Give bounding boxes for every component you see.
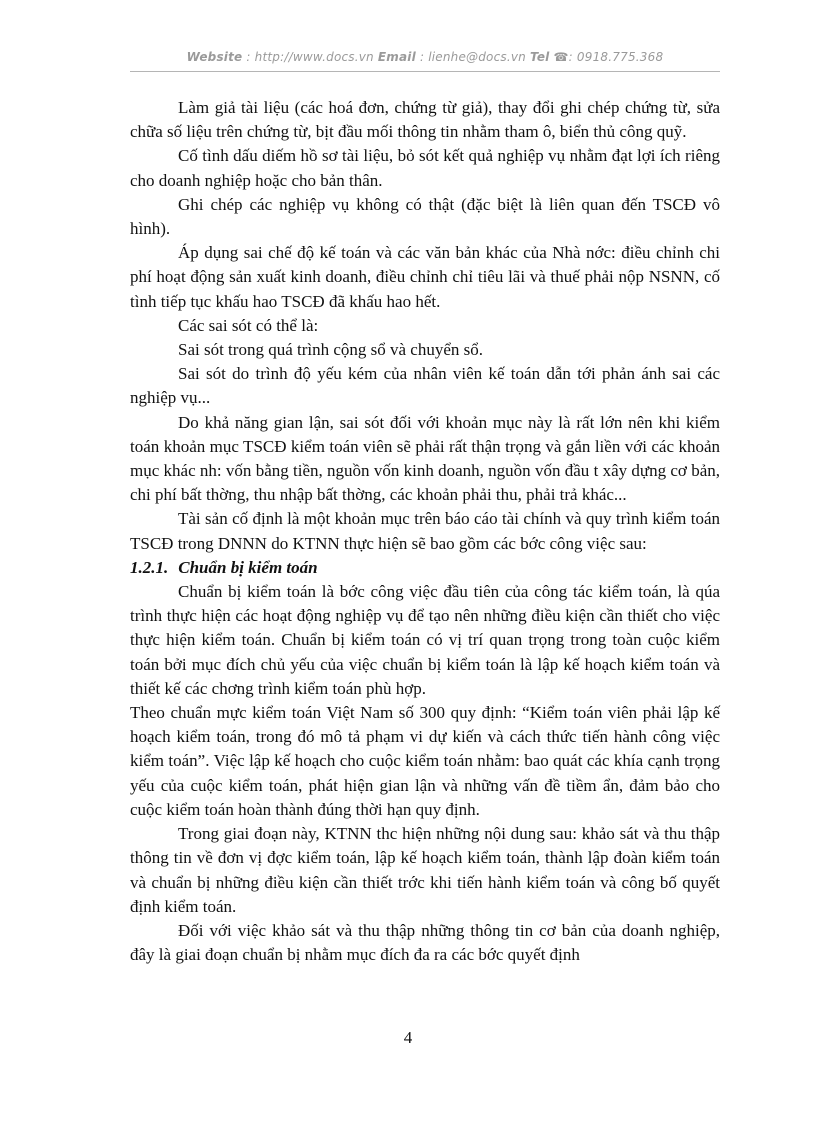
page-number: 4 [403,1028,413,1047]
paragraph: Trong giai đoạn này, KTNN thc hiện những nội dung sau: khảo sát và thu thập thông tin về đơn vị đợc kiểm toán, lập kế hoạch kiểm toán, thành lập đoàn kiểm toán và chuẩn bị những điều kiện cần thiết trớc khi tiến hành kiểm toán và công bố quyết định kiểm toán. [130,824,720,916]
email-value[interactable]: : lienhe@docs.vn [419,50,526,64]
section-heading [130,556,720,580]
paragraph: Chuẩn bị kiểm toán là bớc công việc đầu tiên của công tác kiểm toán, là qúa trình thực hiện các hoạt động nghiệp vụ để tạo nên những điều kiện cần thiết cho việc thực hiện kiểm toán. Chuẩn bị kiểm toán có vị trí quan trọng trong toàn cuộc kiểm toán bởi mục đích chủ yếu của việc chuẩn bị kiểm toán là lập kế hoạch kiểm toán và thiết kế các chơng trình kiểm toán phù hợp. [130,582,720,698]
section-number: 1.2.1. [130,557,169,577]
paragraph: Cố tình dấu diếm hồ sơ tài liệu, bỏ sót kết quả nghiệp vụ nhằm đạt lợi ích riêng cho doanh nghiệp hoặc cho bản thân. [130,146,720,190]
website-value[interactable]: : http://www.docs.vn [246,50,374,64]
phone-icon: ☎ [553,50,569,64]
paragraph: Ghi chép các nghiệp vụ không có thật (đặc biệt là liên quan đến TSCĐ vô hình). [130,194,720,239]
paragraph: Áp dụng sai chế độ kế toán và các văn bản khác của Nhà nớc: điều chỉnh chi phí hoạt động sản xuất kinh doanh, điều chỉnh chỉ tiêu lãi và thuế phải nộp NSNN, cố tình tiếp tục khấu hao TSCĐ đã khấu hao hết. [130,243,720,311]
website-label: Website [186,50,243,64]
paragraph: Sai sót trong quá trình cộng sổ và chuyển sổ. [178,340,484,360]
body-text [130,96,720,967]
tel-value: : 0918.775.368 [568,50,664,64]
email-label: Email [377,50,416,64]
paragraph: Do khả năng gian lận, sai sót đối với khoản mục này là rất lớn nên khi kiểm toán khoản mục TSCĐ kiểm toán viên sẽ phải rất thận trọng và gắn liền với các khoản mục khác nh: vốn bằng tiền, nguồn vốn kinh doanh, nguồn vốn đầu t xây dựng cơ bản, chi phí bất thờng, thu nhập bất thờng, các khoản phải thu, phải trả khác... [130,412,720,505]
page-header [130,50,720,64]
tel-label: Tel [530,50,550,64]
paragraph: Các sai sót có thể là: [178,315,319,335]
paragraph: Tài sản cố định là một khoản mục trên báo cáo tài chính và quy trình kiểm toán TSCĐ trong DNNN do KTNN thực hiện sẽ bao gồm các bớc công việc sau: [130,509,720,553]
paragraph: Sai sót do trình độ yếu kém của nhân viên kế toán dẫn tới phản ánh sai các nghiệp vụ... [130,364,720,408]
paragraph: Đối với việc khảo sát và thu thập những thông tin cơ bản của doanh nghiệp, đây là giai đoạn chuẩn bị nhằm mục đích đa ra các bớc quyết định [130,920,720,965]
paragraph: Làm giả tài liệu (các hoá đơn, chứng từ giả), thay đổi ghi chép chứng từ, sửa chữa số liệu trên chứng từ, bịt đầu mối thông tin nhằm tham ô, biển thủ công quỹ. [130,98,720,142]
section-title: Chuẩn bị kiểm toán [178,557,318,577]
header-divider [130,71,720,72]
paragraph: Theo chuẩn mực kiểm toán Việt Nam số 300 quy định: “Kiểm toán viên phải lập kế hoạch kiểm toán, trong đó mô tả phạm vi dự kiến và cách thức tiến hành công việc kiểm toán”. Việc lập kế hoạch cho cuộc kiểm toán nhằm: bao quát các khía cạnh trọng yếu của cuộc kiểm toán, phát hiện gian lận và những vấn đề tiềm ẩn, đảm bảo cho cuộc kiểm toán hoàn thành đúng thời hạn quy định. [130,703,720,819]
